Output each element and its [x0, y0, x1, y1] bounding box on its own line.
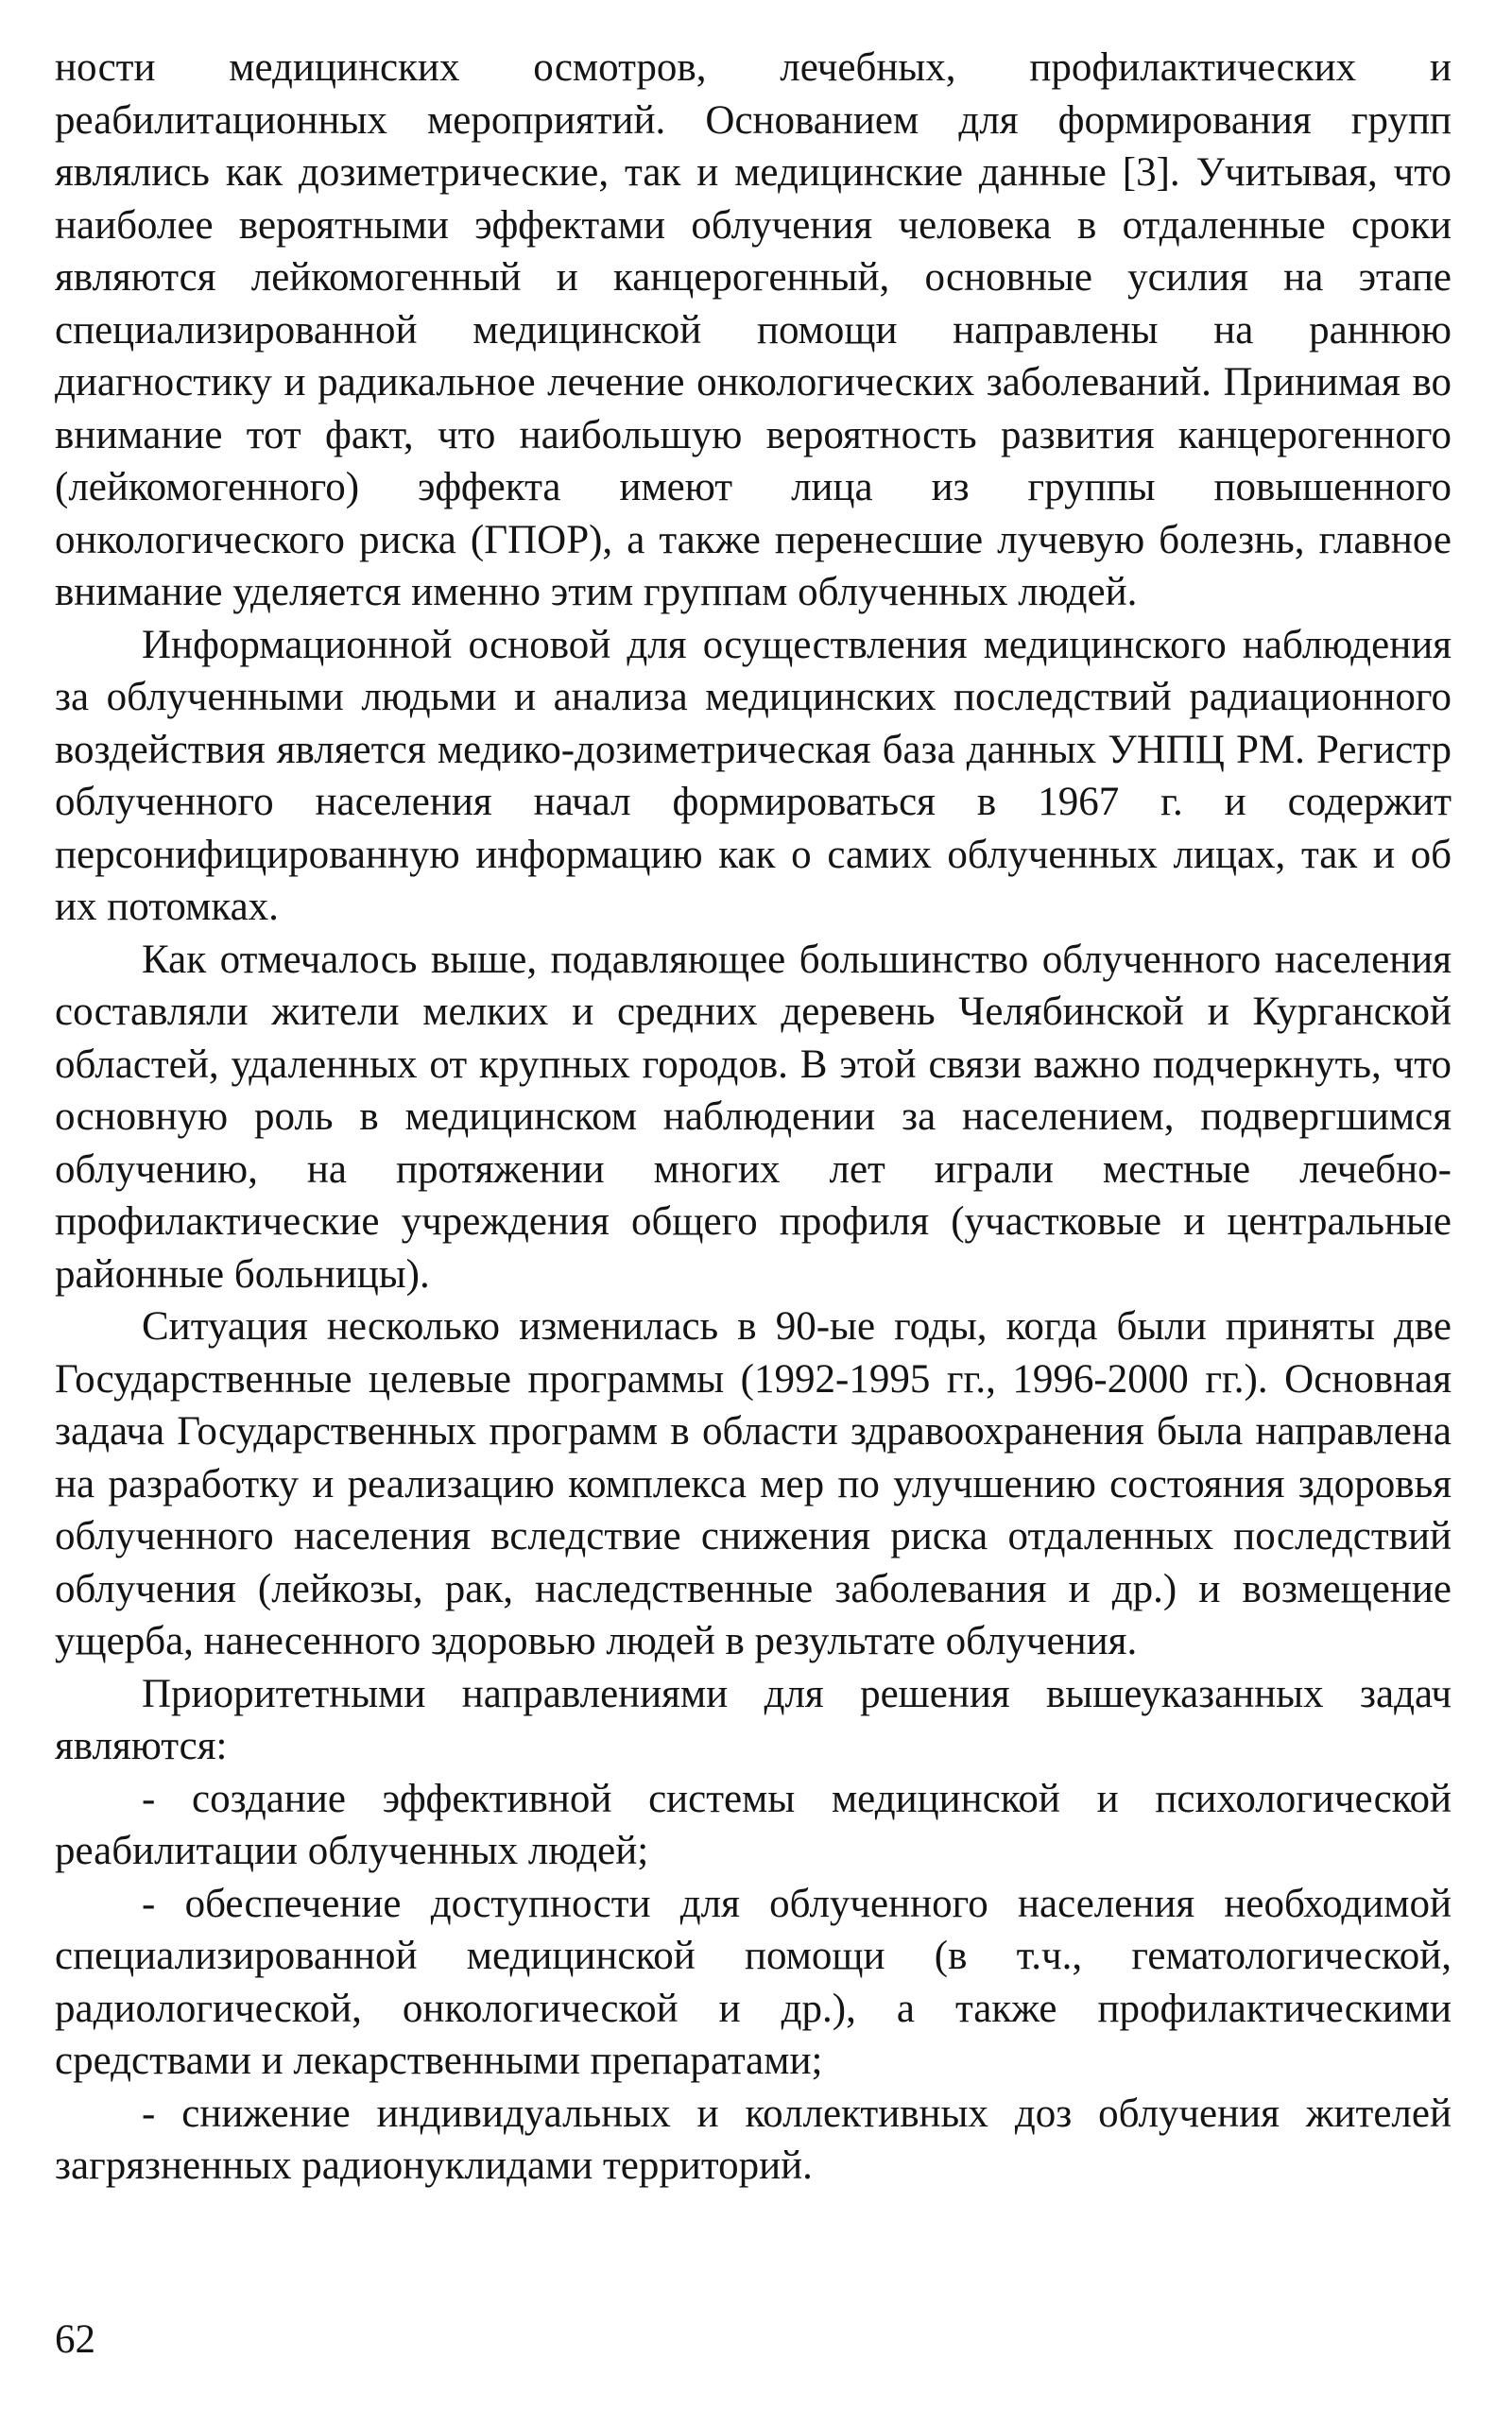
- body-text: [55, 42, 1452, 2193]
- page-number: 62: [55, 2317, 95, 2362]
- list-item-rehabilitation: - создание эффективной системы медицинской и психологической реабилитации облученных людей;: [55, 1776, 1452, 1873]
- paragraph-state-programs: Ситуация несколько изменилась в 90-ые годы, когда были приняты две Государственные целевые программы (1992-1995 гг., 1996-2000 гг.). Основная задача Государственных программ в области здравоохранения была направлена на разработку и реализацию комплекса мер по улучшению состояния здоровья облученного населения вследствие снижения риска отдаленных последствий облучения (лейкозы, рак, наследственные заболевания и др.) и возмещение ущерба, нанесенного здоровью людей в результате облучения.: [55, 1304, 1452, 1663]
- paragraph-information-basis: Информационной основой для осуществления медицинского наблюдения за облученными людьми и анализа медицинских последствий радиационного воздействия является медико-дозиметрическая база данных УНПЦ РМ. Регистр облученного населения начал формироваться в 1967 г. и содержит персонифицированную информацию как о самих облученных лицах, так и об их потомках.: [55, 622, 1452, 929]
- list-item-dose-reduction: - снижение индивидуальных и коллективных доз облучения жителей загрязненных радионуклидами территорий.: [55, 2091, 1452, 2188]
- list-item-medical-access: - обеспечение доступности для облученного населения необходимой специализированной медицинской помощи (в т.ч., гематологической, радиологической, онкологической и др.), а также профилактическими средствами и лекарственными препаратами;: [55, 1881, 1452, 2083]
- paragraph-priorities: Приоритетными направлениями для решения вышеуказанных задач являются:: [55, 1671, 1452, 1768]
- paragraph-continuation: ности медицинских осмотров, лечебных, профилактических и реабилитационных мероприятий. Основанием для формирования групп являлись как дозиметрические, так и медицинские данные [3]. Учитывая, что наиболее вероятными эффектами облучения человека в отдаленные сроки являются лейкомогенный и канцерогенный, основные усилия на этапе специализированной медицинской помощи направлены на раннюю диагностику и радикальное лечение онкологических заболеваний. Принимая во внимание тот факт, что наибольшую вероятность развития канцерогенного (лейкомогенного) эффекта имеют лица из группы повышенного онкологического риска (ГПОР), а также перенесшие лучевую болезнь, главное внимание уделяется именно этим группам облученных людей.: [55, 45, 1452, 614]
- paragraph-population: Как отмечалось выше, подавляющее большинство облученного населения составляли жители мелких и средних деревень Челябинской и Курганской областей, удаленных от крупных городов. В этой связи важно подчеркнуть, что основную роль в медицинском наблюдении за населением, подвергшимся облучению, на протяжении многих лет играли местные лечебно-профилактические учреждения общего профиля (участковые и центральные районные больницы).: [55, 937, 1452, 1297]
